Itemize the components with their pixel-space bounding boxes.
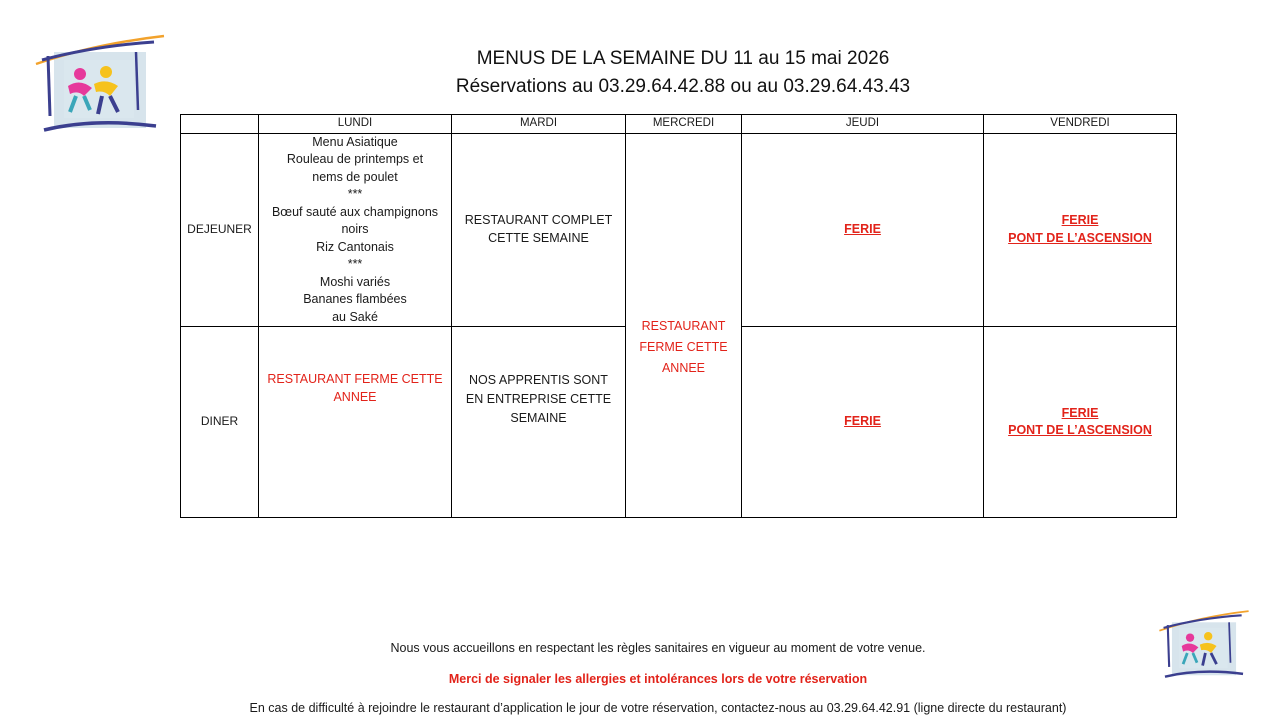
row-label-diner: DINER (181, 327, 259, 518)
row-label-dejeuner: DEJEUNER (181, 133, 259, 327)
cell-text: NOS APPRENTIS SONT (469, 373, 608, 387)
cell-diner-vendredi (984, 327, 1177, 518)
footer-allergy-note: Merci de signaler les allergies et intolérances lors de votre réservation (448, 672, 868, 686)
menu-line: Rouleau de printemps et (286, 152, 424, 166)
cell-diner-lundi (259, 327, 452, 518)
header-jeudi: JEUDI (742, 115, 984, 134)
weekly-menu-table (180, 114, 1177, 518)
restaurant-logo-icon (1158, 606, 1250, 686)
cell-dejeuner-mardi (452, 133, 626, 327)
ferie-label: FERIE (844, 414, 881, 429)
restaurant-logo-icon (34, 34, 166, 138)
reservation-phones: Réservations au 03.29.64.42.88 ou au 03.29.64.43.43 (455, 76, 911, 97)
ferie-label: FERIE (844, 222, 881, 236)
ferie-label: FERIE (1061, 213, 1099, 228)
cell-dejeuner-lundi (259, 133, 452, 327)
cell-text: RESTAURANT COMPLET (464, 213, 613, 228)
ferie-label: PONT DE L’ASCENSION (1008, 230, 1152, 245)
header-mardi: MARDI (452, 115, 626, 134)
menu-line: Riz Cantonais (316, 239, 394, 254)
cell-dejeuner-vendredi (984, 133, 1177, 327)
menu-line: Bœuf sauté aux champignons (271, 204, 439, 219)
ferie-label: FERIE (1061, 405, 1099, 420)
footer-contact-note: En cas de difficulté à rejoindre le restaurant d’application le jour de votre réservation, contactez-nous au 03.29.64.42.91 (ligne directe du restaurant) (249, 701, 1067, 715)
cell-text: RESTAURANT (641, 318, 726, 333)
menu-separator: *** (347, 187, 363, 201)
menu-line: Bananes flambées (303, 292, 407, 306)
cell-diner-jeudi (742, 327, 984, 518)
menu-line: noirs (341, 222, 369, 236)
cell-text: ANNEE (333, 389, 377, 404)
menu-line: Menu Asiatique (312, 134, 398, 149)
header-lundi: LUNDI (259, 115, 452, 134)
cell-text: ANNEE (661, 360, 706, 375)
menu-line: nems de poulet (312, 169, 398, 184)
menu-separator: *** (347, 257, 363, 271)
header-empty (181, 115, 259, 134)
menu-line: Moshi variés (319, 274, 391, 289)
cell-text: FERME CETTE (639, 339, 728, 354)
ferie-label: PONT DE L’ASCENSION (1008, 423, 1152, 437)
cell-diner-mardi (452, 327, 626, 518)
cell-text: EN ENTREPRISE CETTE (465, 392, 612, 406)
cell-mercredi-merged (626, 133, 742, 518)
header-mercredi: MERCREDI (626, 115, 742, 134)
cell-dejeuner-jeudi (742, 133, 984, 327)
cell-text: SEMAINE (510, 411, 567, 425)
menu-line: au Saké (332, 309, 378, 324)
footer-sanitary-note: Nous vous accueillons en respectant les règles sanitaires en vigueur au moment de votre venue. (390, 641, 926, 655)
page-title: MENUS DE LA SEMAINE DU 11 au 15 mai 2026 (476, 48, 890, 69)
header-vendredi: VENDREDI (984, 115, 1177, 134)
table-header-row (181, 115, 1177, 134)
cell-text: CETTE SEMAINE (488, 230, 589, 245)
table-row-dejeuner (181, 133, 1177, 327)
cell-text: RESTAURANT FERME CETTE (267, 372, 443, 386)
